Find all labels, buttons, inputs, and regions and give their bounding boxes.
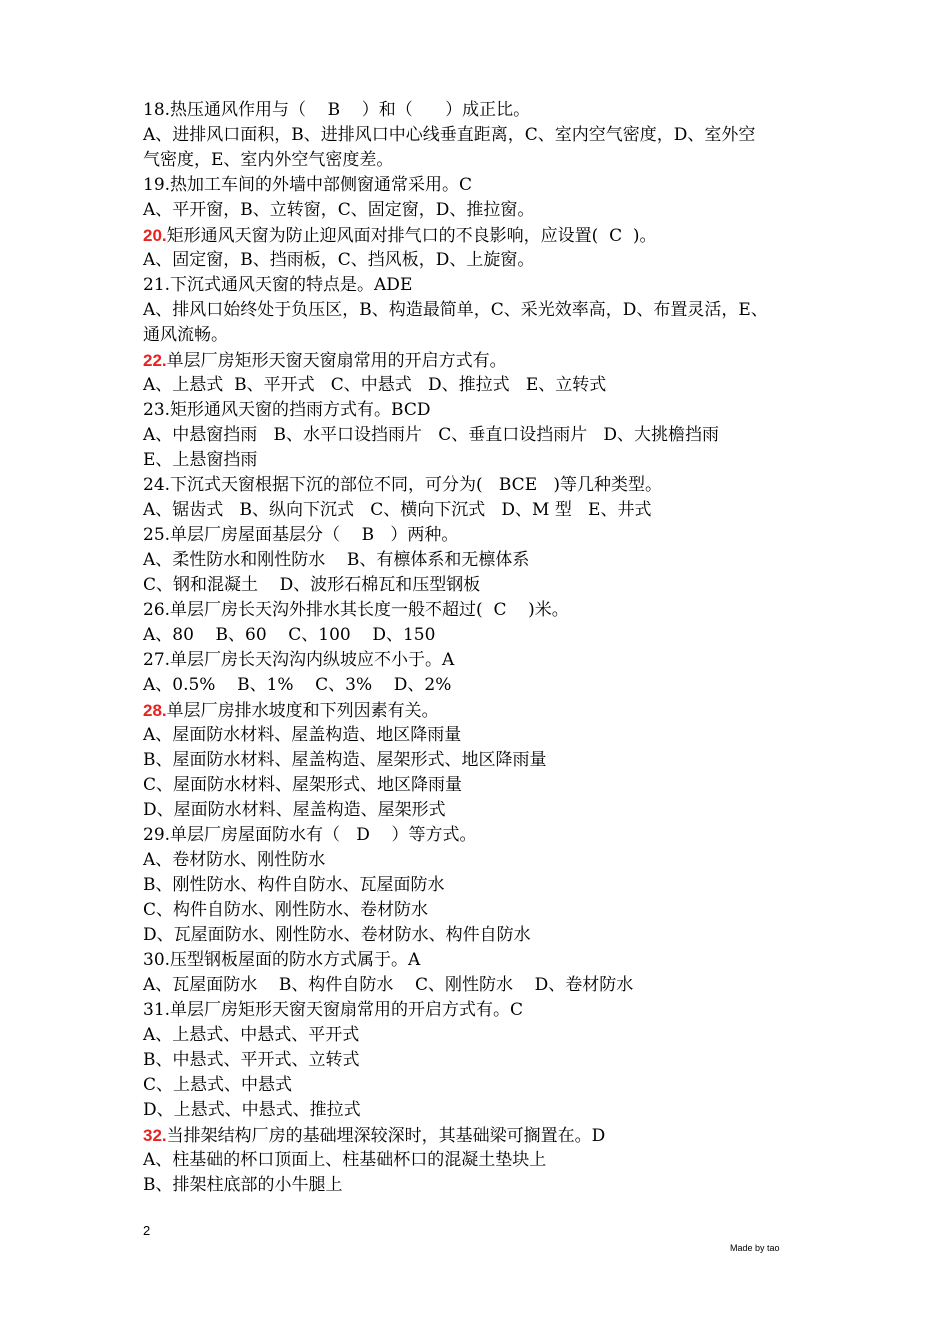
text-line: [143, 823, 823, 848]
line-text: 21.下沉式通风天窗的特点是。ADE: [143, 275, 413, 295]
line-text: 24.下沉式天窗根据下沉的部位不同，可分为( BCE )等几种类型。: [143, 475, 662, 495]
text-line: [143, 173, 823, 198]
line-text: 30.压型钢板屋面的防水方式属于。A: [143, 950, 421, 970]
line-text: 单层厂房矩形天窗天窗扇常用的开启方式有。: [166, 351, 507, 371]
line-text: A、平开窗，B、立转窗，C、固定窗，D、推拉窗。: [143, 200, 535, 220]
line-text: 27.单层厂房长天沟沟内纵坡应不小于。A: [143, 650, 455, 670]
text-line: [143, 473, 823, 498]
text-line: [143, 623, 823, 648]
footer-credit: Made by tao: [730, 1243, 780, 1253]
line-text: A、上悬式 B、平开式 C、中悬式 D、推拉式 E、立转式: [143, 375, 607, 395]
text-line: [143, 748, 823, 773]
line-text: 26.单层厂房长天沟外排水其长度一般不超过( C )米。: [143, 600, 569, 620]
line-text: B、刚性防水、构件自防水、瓦屋面防水: [143, 875, 445, 895]
text-line: [143, 323, 823, 348]
question-number-highlight: 32.: [143, 1126, 167, 1145]
line-text: 25.单层厂房屋面基层分（ B ）两种。: [143, 525, 459, 545]
text-line: [143, 998, 823, 1023]
line-text: B、屋面防水材料、屋盖构造、屋架形式、地区降雨量: [143, 750, 547, 770]
line-text: A、锯齿式 B、纵向下沉式 C、横向下沉式 D、M 型 E、井式: [143, 500, 652, 520]
text-line: [143, 798, 823, 823]
text-line: [143, 873, 823, 898]
line-text: E、上悬窗挡雨: [143, 450, 258, 470]
question-number-highlight: 22.: [143, 351, 167, 370]
line-text: A、卷材防水、刚性防水: [143, 850, 326, 870]
question-number-highlight: 28.: [143, 701, 167, 720]
text-line: [143, 648, 823, 673]
text-line: [143, 773, 823, 798]
page-number: 2: [143, 1223, 151, 1238]
line-text: 单层厂房排水坡度和下列因素有关。: [166, 701, 439, 721]
text-line: [143, 373, 823, 398]
text-line: [143, 1023, 823, 1048]
question-number-highlight: 20.: [143, 226, 167, 245]
text-line: [143, 423, 823, 448]
line-text: A、排风口始终处于负压区，B、构造最简单，C、采光效率高，D、布置灵活，E、: [143, 300, 768, 320]
line-text: A、进排风口面积，B、进排风口中心线垂直距离，C、室内空气密度，D、室外空: [143, 125, 756, 145]
line-text: D、屋面防水材料、屋盖构造、屋架形式: [143, 800, 446, 820]
text-line: [143, 598, 823, 623]
line-text: A、屋面防水材料、屋盖构造、地区降雨量: [143, 725, 462, 745]
text-line: [143, 248, 823, 273]
text-line: [143, 1048, 823, 1073]
line-text: A、柔性防水和刚性防水 B、有檩体系和无檩体系: [143, 550, 530, 570]
text-line: [143, 223, 823, 248]
text-line: [143, 973, 823, 998]
line-text: A、80 B、60 C、100 D、150: [143, 625, 436, 645]
line-text: 18.热压通风作用与（ B ）和（ ）成正比。: [143, 100, 531, 120]
line-text: C、上悬式、中悬式: [143, 1075, 293, 1095]
question-list: [143, 98, 823, 1198]
line-text: A、0.5% B、1% C、3% D、2%: [143, 675, 452, 695]
text-line: [143, 1148, 823, 1173]
text-line: [143, 523, 823, 548]
text-line: [143, 298, 823, 323]
line-text: C、屋面防水材料、屋架形式、地区降雨量: [143, 775, 463, 795]
text-line: [143, 573, 823, 598]
line-text: D、上悬式、中悬式、推拉式: [143, 1100, 361, 1120]
text-line: [143, 398, 823, 423]
line-text: 19.热加工车间的外墙中部侧窗通常采用。C: [143, 175, 473, 195]
line-text: C、构件自防水、刚性防水、卷材防水: [143, 900, 429, 920]
line-text: 当排架结构厂房的基础埋深较深时，其基础梁可搁置在。D: [166, 1126, 606, 1146]
text-line: [143, 698, 823, 723]
text-line: [143, 1123, 823, 1148]
line-text: A、中悬窗挡雨 B、水平口设挡雨片 C、垂直口设挡雨片 D、大挑檐挡雨: [143, 425, 720, 445]
text-line: [143, 898, 823, 923]
text-line: [143, 198, 823, 223]
text-line: [143, 148, 823, 173]
line-text: A、柱基础的杯口顶面上、柱基础杯口的混凝土垫块上: [143, 1150, 547, 1170]
line-text: B、中悬式、平开式、立转式: [143, 1050, 360, 1070]
text-line: [143, 923, 823, 948]
text-line: [143, 448, 823, 473]
text-line: [143, 348, 823, 373]
text-line: [143, 948, 823, 973]
line-text: 通风流畅。: [143, 325, 228, 345]
text-line: [143, 1173, 823, 1198]
line-text: 矩形通风天窗为防止迎风面对排气口的不良影响，应设置( C )。: [166, 226, 657, 246]
text-line: [143, 273, 823, 298]
line-text: 29.单层厂房屋面防水有（ D ）等方式。: [143, 825, 477, 845]
line-text: A、固定窗，B、挡雨板，C、挡风板，D、上旋窗。: [143, 250, 535, 270]
line-text: D、瓦屋面防水、刚性防水、卷材防水、构件自防水: [143, 925, 531, 945]
text-line: [143, 548, 823, 573]
text-line: [143, 723, 823, 748]
line-text: B、排架柱底部的小牛腿上: [143, 1175, 343, 1195]
line-text: C、钢和混凝土 D、波形石棉瓦和压型钢板: [143, 575, 481, 595]
text-line: [143, 123, 823, 148]
text-line: [143, 1098, 823, 1123]
line-text: A、瓦屋面防水 B、构件自防水 C、刚性防水 D、卷材防水: [143, 975, 634, 995]
text-line: [143, 673, 823, 698]
line-text: 23.矩形通风天窗的挡雨方式有。BCD: [143, 400, 431, 420]
line-text: 31.单层厂房矩形天窗天窗扇常用的开启方式有。C: [143, 1000, 524, 1020]
text-line: [143, 1073, 823, 1098]
text-line: [143, 98, 823, 123]
text-line: [143, 848, 823, 873]
line-text: 气密度，E、室内外空气密度差。: [143, 150, 394, 170]
text-line: [143, 498, 823, 523]
line-text: A、上悬式、中悬式、平开式: [143, 1025, 360, 1045]
